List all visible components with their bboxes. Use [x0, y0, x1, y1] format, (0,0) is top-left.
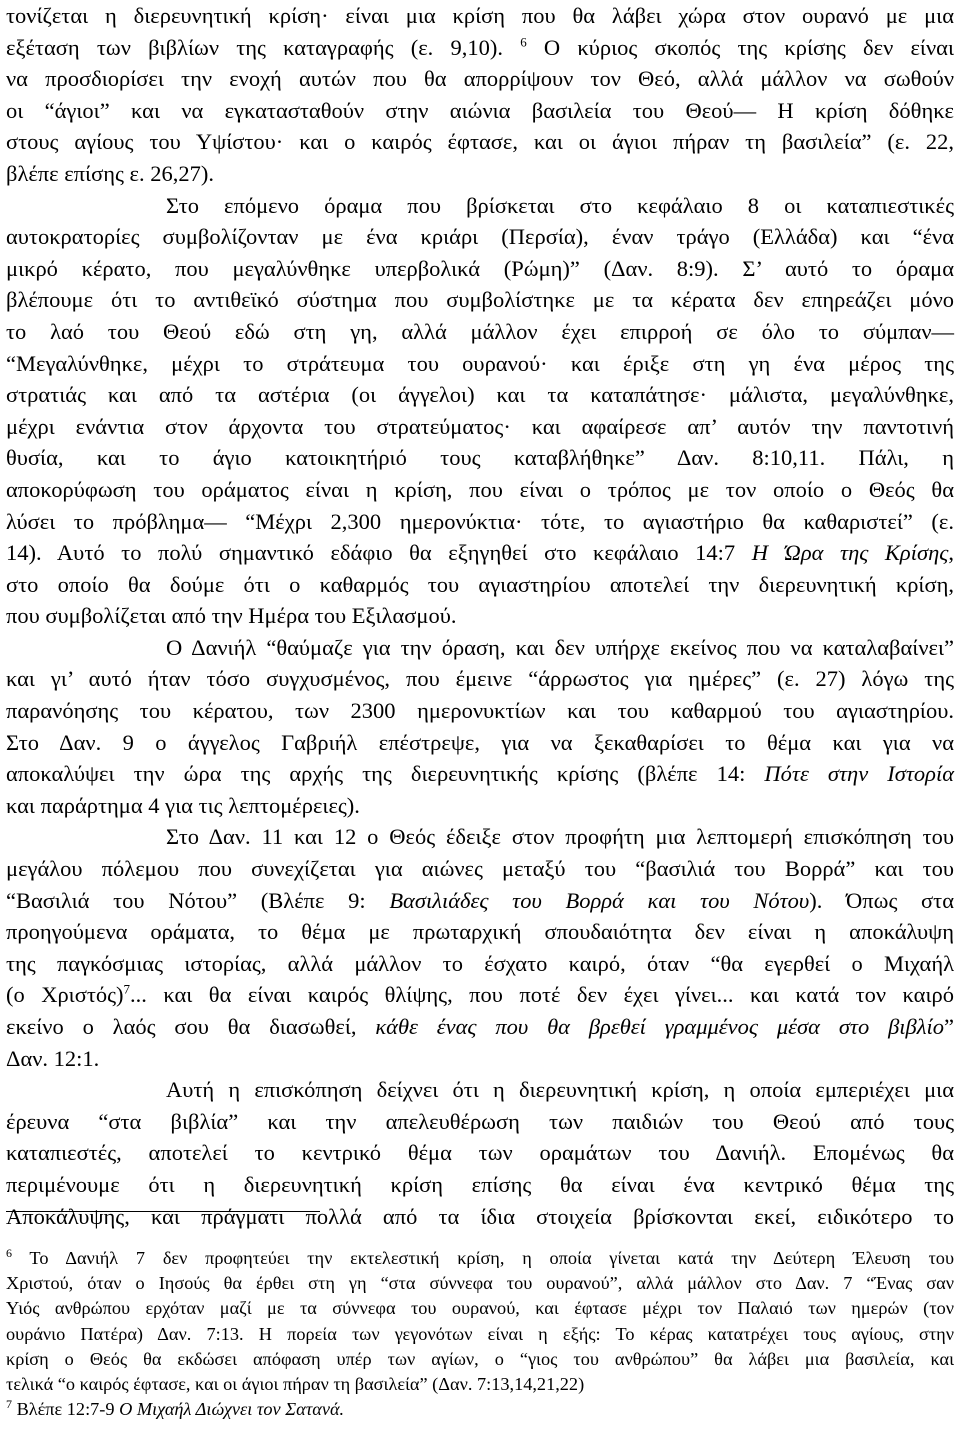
text-line	[6, 790, 954, 822]
text-line	[6, 1137, 954, 1169]
text-run: “Μεγαλύνθηκε, μέχρι το στράτευμα του ουρανού· και έριξε στη γη ένα μέρος της	[6, 350, 954, 376]
text-line	[6, 948, 954, 980]
italic-text: Η Ώρα της Κρίσης	[751, 540, 949, 566]
text-run: αποκαλύψει την ώρα της αρχής της διερευνητικής κρίσης (βλέπε 14:	[6, 761, 765, 787]
text-run: εξέταση των βιβλίων της καταγραφής (ε. 9,10).	[6, 34, 521, 60]
text-line	[6, 758, 954, 790]
text-line	[6, 316, 954, 348]
footnote-line	[6, 1372, 954, 1397]
text-run: παρανόησης του κέρατου, των 2300 ημερονυκτίων και του καθαρμού του αγιαστηρίου.	[6, 698, 954, 724]
text-run: ”	[944, 1014, 954, 1039]
text-run: αποκορύφωση του οράματος είναι η κρίση, που είναι ο τρόπος με τον οποίο ο Θεός θα	[6, 476, 954, 502]
text-line	[6, 442, 954, 474]
text-run: Αποκάλυψης, και πράγματι πολλά από τα ίδια στοιχεία βρίσκονται εκεί, ειδικότερο το	[6, 1203, 954, 1229]
text-line	[6, 537, 954, 569]
text-run: αυτοκρατορίες συμβολίζονταν με ένα κριάρι (Περσία), έναν τράγο (Ελλάδα) και “ένα	[6, 224, 954, 250]
text-line	[6, 63, 954, 95]
text-line	[6, 126, 954, 158]
footnote-line	[6, 1296, 954, 1321]
text-run: που συμβολίζεται από την Ημέρα του Εξιλασμού.	[6, 603, 457, 629]
text-run: ,	[948, 540, 954, 566]
text-run: έρευνα “στα βιβλία” και την απελευθέρωση των παιδιών του Θεού από τους	[6, 1108, 954, 1134]
italic-text: Ο Μιχαήλ Διώχνει τον Σατανά.	[119, 1399, 345, 1420]
text-line	[6, 569, 954, 601]
body-text	[6, 0, 954, 1232]
text-run: “Βασιλιά του Νότου” (Βλέπε 9:	[6, 887, 390, 913]
text-run: Ο κύριος σκοπός της κρίσης δεν είναι	[526, 34, 954, 60]
text-line	[6, 885, 954, 917]
text-line	[6, 348, 954, 380]
text-run: Χριστού, όταν ο Ιησούς θα έρθει στη γη “στα σύννεφα του ουρανού”, αλλά μάλλον στο Δαν. 7 “Ένας σαν	[6, 1273, 954, 1294]
text-line	[6, 253, 954, 285]
text-run: εκείνο ο λαός σου θα διασωθεί,	[6, 1014, 376, 1039]
text-run: λύσει το πρόβλημα— “Μέχρι 2,300 ημερονύκτια· τότε, το αγιαστήριο θα καθαριστεί” (ε.	[6, 508, 954, 534]
text-line	[6, 221, 954, 253]
text-run: μεγάλου πόλεμου που συνεχίζεται για αιώνες μεταξύ του “βασιλιά του Βορρά” και του	[6, 856, 954, 882]
text-line	[6, 190, 954, 222]
text-line	[6, 1106, 954, 1138]
text-line	[6, 284, 954, 316]
text-line	[6, 821, 954, 853]
text-line	[6, 158, 954, 190]
text-line	[6, 0, 954, 32]
text-run: περιμένουμε ότι η διερευνητική κρίση επίσης θα είναι ένα κεντρικό θέμα της	[6, 1171, 954, 1197]
footnote-line	[6, 1271, 954, 1296]
text-run: Υιός ανθρώπου ερχόταν μαζί με τα σύννεφα του ουρανού, και έφτασε μέχρι τον Παλαιό των ημερών (τον	[6, 1298, 954, 1319]
text-run: Δαν. 12:1.	[6, 1045, 100, 1071]
text-run: οι “άγιοι” και να εγκατασταθούν στην αιώνια βασιλεία του Θεού— Η κρίση δόθηκε	[6, 97, 954, 123]
text-line	[6, 663, 954, 695]
footnote-divider	[6, 1211, 320, 1212]
text-run: τελικά “ο καιρός έφτασε, και οι άγιοι πήραν τη βασιλεία” (Δαν. 7:13,14,21,22)	[6, 1374, 585, 1395]
text-line	[6, 95, 954, 127]
text-line	[6, 379, 954, 411]
text-run: Το Δανιήλ 7 δεν προφητεύει την εκτελεστική κρίση, η οποία γίνεται κατά την Δεύτερη Έλευση του	[12, 1248, 954, 1268]
text-run: ουράνιο Πατέρα) Δαν. 7:13. Η πορεία των γεγονότων είναι η εξής: Το κέρας κατατρέχει τους αγίους, στην	[6, 1323, 954, 1344]
text-run: το λαό του Θεού εδώ στη γη, αλλά μάλλον έχει επιρροή σε όλο το σύμπαν—	[6, 318, 954, 344]
footnote-line	[6, 1347, 954, 1372]
text-run: Αυτή η επισκόπηση δείχνει ότι η διερευνητική κρίση, η οποία εμπεριέχει μια	[166, 1077, 954, 1103]
text-run: καταπιεστές, αποτελεί το κεντρικό θέμα των οραμάτων του Δανιήλ. Επομένως θα	[6, 1140, 954, 1166]
footnote-line	[6, 1322, 954, 1347]
text-line	[6, 1074, 954, 1106]
text-line	[6, 916, 954, 948]
text-run: να προσδιορίσει την ενοχή αυτών που θα απορρίψουν τον Θεό, αλλά μάλλον να σωθούν	[6, 66, 954, 92]
text-run: προηγούμενα οράματα, το θέμα με πρωταρχική σπουδαιότητα δεν είναι η αποκάλυψη	[6, 919, 954, 945]
text-run: στο οποίο θα δούμε ότι ο καθαρμός του αγιαστηρίου αποτελεί την διερευνητική κρίση,	[6, 571, 954, 597]
text-line	[6, 1011, 954, 1043]
text-run: και παράρτημα 4 για τις λεπτομέρειες).	[6, 792, 360, 818]
text-line	[6, 979, 954, 1011]
text-run: της παγκόσμιας ιστορίας, αλλά μάλλον το έσχατο καιρό, όταν “θα εγερθεί ο Μιχαήλ	[6, 950, 954, 976]
text-run: μικρό κέρατο, που μεγαλύνθηκε υπερβολικά (Ρώμη)” (Δαν. 8:9). Σ’ αυτό το όραμα	[6, 255, 954, 281]
footnote-number: 6	[6, 1245, 12, 1260]
text-run: θυσία, και το άγιο κατοικητήριό τους καταβλήθηκε” Δαν. 8:10,11. Πάλι, η	[6, 445, 954, 471]
text-run: ... και θα είναι καιρός θλίψης, που ποτέ δεν έχει γίνει... και κατά τον καιρό	[130, 982, 954, 1008]
text-line	[6, 600, 954, 632]
text-run: Στο Δαν. 9 ο άγγελος Γαβριήλ επέστρεψε, για να ξεκαθαρίσει το θέμα και για να	[6, 729, 954, 755]
footnote-number: 7	[6, 1397, 12, 1412]
text-line	[6, 32, 954, 64]
text-run: στους αγίους του Υψίστου· και ο καιρός έφτασε, και οι άγιοι πήραν τη βασιλεία” (ε. 22,	[6, 129, 954, 155]
text-run: Στο Δαν. 11 και 12 ο Θεός έδειξε στον προφήτη μια λεπτομερή επισκόπηση του	[166, 824, 954, 850]
text-line	[6, 853, 954, 885]
text-run: Ο Δανιήλ “θαύμαζε για την όραση, και δεν υπήρχε εκείνος που να καταλαβαίνει”	[166, 634, 954, 660]
text-run: βλέπουμε ότι το αντιθεϊκό σύστημα που συμβολίστηκε με τα κέρατα δεν επηρεάζει μόνο	[6, 287, 954, 313]
text-run: κρίση ο Θεός θα εκδώσει απόφαση υπέρ των αγίων, ο “γιος του ανθρώπου” θα λάβει μια βασιλεία, και	[6, 1348, 954, 1369]
text-run: στρατιάς και από τα αστέρια (οι άγγελοι) και τα καταπάτησε· μάλιστα, μεγαλύνθηκε,	[6, 382, 954, 408]
footnote-reference: 7	[123, 981, 131, 997]
text-line	[6, 411, 954, 443]
text-run: τονίζεται η διερευνητική κρίση· είναι μια κρίση που θα λάβει χώρα στον ουρανό με μια	[6, 3, 954, 28]
italic-text: κάθε ένας που θα βρεθεί γραμμένος μέσα στο βιβλίο	[375, 1014, 944, 1039]
text-line	[6, 695, 954, 727]
text-line	[6, 1201, 954, 1233]
text-line	[6, 1169, 954, 1201]
text-line	[6, 632, 954, 664]
footnote-reference: 6	[520, 34, 527, 50]
text-run: μέχρι ενάντια στον άρχοντα του στρατεύματος· και αφαίρεσε απ’ αυτόν την παντοτινή	[6, 413, 954, 439]
text-line	[6, 1043, 954, 1075]
text-run: 14). Αυτό το πολύ σημαντικό εδάφιο θα εξηγηθεί στο κεφάλαιο 14:7	[6, 540, 752, 566]
footnote-line	[6, 1246, 954, 1271]
italic-text: Βασιλιάδες του Βορρά και του Νότου	[389, 887, 810, 913]
text-line	[6, 727, 954, 759]
text-run: και γι’ αυτό ήταν τόσο συγχυσμένος, που έμεινε “άρρωστος για ημέρες” (ε. 27) λόγω της	[6, 666, 954, 692]
text-run: Στο επόμενο όραμα που βρίσκεται στο κεφάλαιο 8 οι καταπιεστικές	[166, 192, 954, 218]
footnotes	[6, 1246, 954, 1422]
text-line	[6, 506, 954, 538]
text-run: Βλέπε 12:7-9	[12, 1399, 120, 1420]
document-page	[6, 0, 954, 1232]
text-run: ). Όπως στα	[809, 887, 954, 913]
text-run: (ο Χριστός)	[6, 982, 124, 1008]
italic-text: Πότε στην Ιστορία	[764, 761, 955, 787]
text-run: βλέπε επίσης ε. 26,27).	[6, 160, 214, 186]
text-line	[6, 474, 954, 506]
footnote-line	[6, 1397, 954, 1422]
